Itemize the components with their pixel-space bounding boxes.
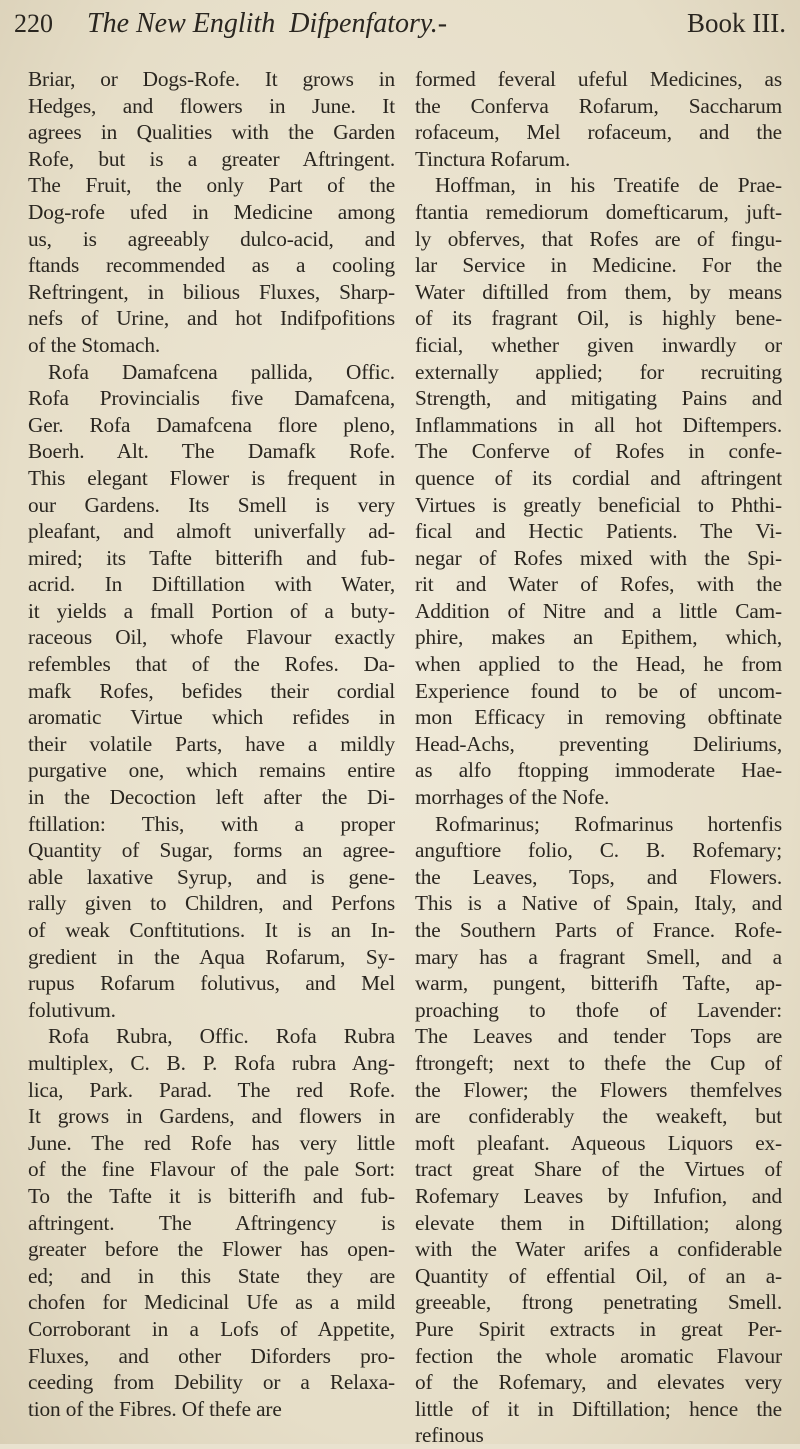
text-line: Rofe, but is a greater Aftringent. [28, 146, 395, 171]
text-line: warm, pungent, bitterifh Tafte, ap- [415, 971, 782, 996]
text-line: when applied to the Head, he from [415, 652, 782, 677]
text-line: little of it in Diftillation; hence the [415, 1396, 782, 1421]
text-line: negar of Rofes mixed with the Spi- [415, 545, 782, 570]
text-line: ftrongeft; next to thefe the Cup of [415, 1050, 782, 1075]
text-line: nefs of Urine, and hot Indifpofitions [28, 306, 395, 331]
text-line: Experience found to be of uncom- [415, 678, 782, 703]
text-line: proaching to thofe of Lavender: [415, 997, 782, 1022]
text-line: raceous Oil, whofe Flavour exactly [28, 625, 395, 650]
text-line: Rofa Rubra, Offic. Rofa Rubra [48, 1024, 395, 1049]
text-line: ly obferves, that Rofes are of fingu- [415, 226, 782, 251]
text-line: moft pleafant. Aqueous Liquors ex- [415, 1130, 782, 1155]
text-line: the Flower; the Flowers themfelves [415, 1077, 782, 1102]
text-line: phire, makes an Epithem, which, [415, 625, 782, 650]
text-line: tract great Share of the Virtues of [415, 1157, 782, 1182]
text-line: our Gardens. Its Smell is very [28, 492, 395, 517]
text-line: the Leaves, Tops, and Flowers. [415, 864, 782, 889]
text-line: ftands recommended as a cooling [28, 253, 395, 278]
text-line: quence of its cordial and aftringent [415, 465, 782, 490]
text-line: chofen for Medicinal Ufe as a mild [28, 1290, 395, 1315]
text-line: purgative one, which remains entire [28, 758, 395, 783]
text-line: lar Service in Medicine. For the [415, 253, 782, 278]
text-line: It grows in Gardens, and flowers in [28, 1104, 395, 1129]
text-line: Rofemary Leaves by Infufion, and [415, 1183, 782, 1208]
text-line: ftillation: This, with a proper [28, 811, 395, 836]
text-line: their volatile Parts, have a mildly [28, 731, 395, 756]
text-line: ceeding from Debility or a Relaxa- [28, 1370, 395, 1395]
text-line: morrhages of the Nofe. [415, 785, 610, 810]
text-line: Rofa Damafcena pallida, Offic. [48, 359, 395, 384]
text-line: anguftiore folio, C. B. Rofemary; [415, 838, 782, 863]
text-line: Rofmarinus; Rofmarinus hortenfis [435, 811, 782, 836]
text-line: Ger. Rofa Damafcena flore pleno, [28, 412, 395, 437]
text-line: ficial, whether given inwardly or [415, 332, 782, 357]
text-line: Strength, and mitigating Pains and [415, 386, 782, 411]
text-line: the Southern Parts of France. Rofe- [415, 918, 782, 942]
text-line: able laxative Syrup, and is gene- [28, 864, 395, 889]
text-line: of the fine Flavour of the pale Sort: [28, 1157, 395, 1182]
text-line: aftringent. The Aftringency is [28, 1210, 395, 1235]
text-line: Boerh. Alt. The Damafk Rofe. [28, 439, 395, 464]
text-line: of weak Conftitutions. It is an In- [28, 918, 395, 942]
text-line: refinous [415, 1423, 484, 1448]
text-line: rit and Water of Rofes, with the [415, 572, 782, 597]
text-line: us, is agreeably dulco-acid, and [28, 226, 395, 251]
book-label: Book III. [687, 8, 786, 38]
text-line: The Fruit, the only Part of the [28, 173, 395, 198]
text-line: rofaceum, Mel rofaceum, and the [415, 120, 782, 145]
text-line: fection the whole aromatic Flavour [415, 1343, 782, 1368]
text-line: of the Rofemary, and elevates very [415, 1370, 782, 1395]
text-line: Tinctura Rofarum. [415, 146, 571, 171]
text-line: in the Decoction left after the Di- [28, 785, 395, 810]
text-line: Corroborant in a Lofs of Appetite, [28, 1316, 395, 1341]
text-line: mired; its Tafte bitterifh and fub- [28, 545, 395, 570]
text-line: The Conferve of Rofes in confe- [415, 439, 782, 464]
text-line: of the Stomach. [28, 332, 161, 357]
text-line: This is a Native of Spain, Italy, and [415, 891, 782, 916]
text-line: acrid. In Diftillation with Water, [28, 572, 395, 597]
text-line: gredient in the Aqua Rofarum, Sy- [28, 944, 395, 969]
running-title: The New Englith [87, 8, 276, 39]
text-line: the Conferva Rofarum, Saccharum [415, 93, 782, 118]
page-number: 220 [14, 9, 53, 38]
text-line: elevate them in Diftillation; along [415, 1210, 782, 1235]
text-line: as alfo ftopping immoderate Hae- [415, 758, 782, 783]
text-line: formed feveral ufeful Medicines, as [415, 67, 782, 91]
text-line: Hedges, and flowers in June. It [28, 93, 395, 118]
text-line: greater before the Flower has open- [28, 1237, 395, 1262]
text-line: multiplex, C. B. P. Rofa rubra Ang- [28, 1050, 395, 1075]
text-line: This elegant Flower is frequent in [28, 465, 395, 490]
text-line: Water diftilled from them, by means [415, 279, 782, 304]
text-line: Rofa Provincialis five Damafcena, [28, 386, 395, 411]
right-column [415, 66, 782, 1448]
text-line: rupus Rofarum folutivus, and Mel [28, 971, 395, 996]
text-line: pleafant, and almoft univerfally ad- [28, 519, 395, 544]
text-line: Quantity of effential Oil, of an a- [415, 1263, 782, 1288]
text-line: The Leaves and tender Tops are [415, 1024, 782, 1049]
text-line: aromatic Virtue which refides in [28, 705, 395, 730]
running-title-continued: Difpenfatory.- [289, 8, 448, 39]
text-line: To the Tafte it is bitterifh and fub- [28, 1183, 395, 1208]
page-header [14, 8, 786, 68]
text-line: Quantity of Sugar, forms an agree- [28, 838, 395, 863]
text-line: Briar, or Dogs-Rofe. It grows in [28, 67, 395, 91]
text-line: Dog-rofe ufed in Medicine among [28, 199, 395, 224]
text-line: Inflammations in all hot Diftempers. [415, 412, 782, 437]
text-line: lica, Park. Parad. The red Rofe. [28, 1077, 395, 1102]
text-line: fical and Hectic Patients. The Vi- [415, 519, 782, 544]
text-line: of its fragrant Oil, is highly bene- [415, 306, 782, 331]
text-line: mary has a fragrant Smell, and a [415, 944, 782, 969]
text-line: Fluxes, and other Diforders pro- [28, 1343, 395, 1368]
text-line: mafk Rofes, befides their cordial [28, 678, 395, 703]
text-line: Virtues is greatly beneficial to Phthi- [415, 492, 782, 517]
text-line: greeable, ftrong penetrating Smell. [415, 1290, 782, 1315]
text-line: Reftringent, in bilious Fluxes, Sharp- [28, 279, 395, 304]
text-line: tion of the Fibres. Of thefe are [28, 1396, 282, 1421]
text-line: mon Efficacy in removing obftinate [415, 705, 782, 730]
text-line: externally applied; for recruiting [415, 359, 782, 384]
text-line: refembles that of the Rofes. Da- [28, 652, 395, 677]
text-line: it yields a fmall Portion of a buty- [28, 598, 395, 623]
text-line: Pure Spirit extracts in great Per- [415, 1316, 782, 1341]
text-line: with the Water arifes a confiderable [415, 1237, 782, 1262]
text-line: Hoffman, in his Treatife de Prae- [435, 173, 782, 198]
text-columns [28, 66, 782, 1448]
text-line: folutivum. [28, 997, 116, 1022]
text-line: are confiderably the weakeft, but [415, 1104, 782, 1129]
text-line: agrees in Qualities with the Garden [28, 120, 395, 145]
text-line: ed; and in this State they are [28, 1263, 395, 1288]
text-line: Head-Achs, preventing Deliriums, [415, 731, 782, 756]
left-column [28, 66, 395, 1428]
text-line: Addition of Nitre and a little Cam- [415, 598, 782, 623]
text-line: June. The red Rofe has very little [28, 1130, 395, 1155]
text-line: ftantia remediorum domefticarum, juft- [415, 199, 782, 224]
text-line: rally given to Children, and Perfons [28, 891, 395, 916]
